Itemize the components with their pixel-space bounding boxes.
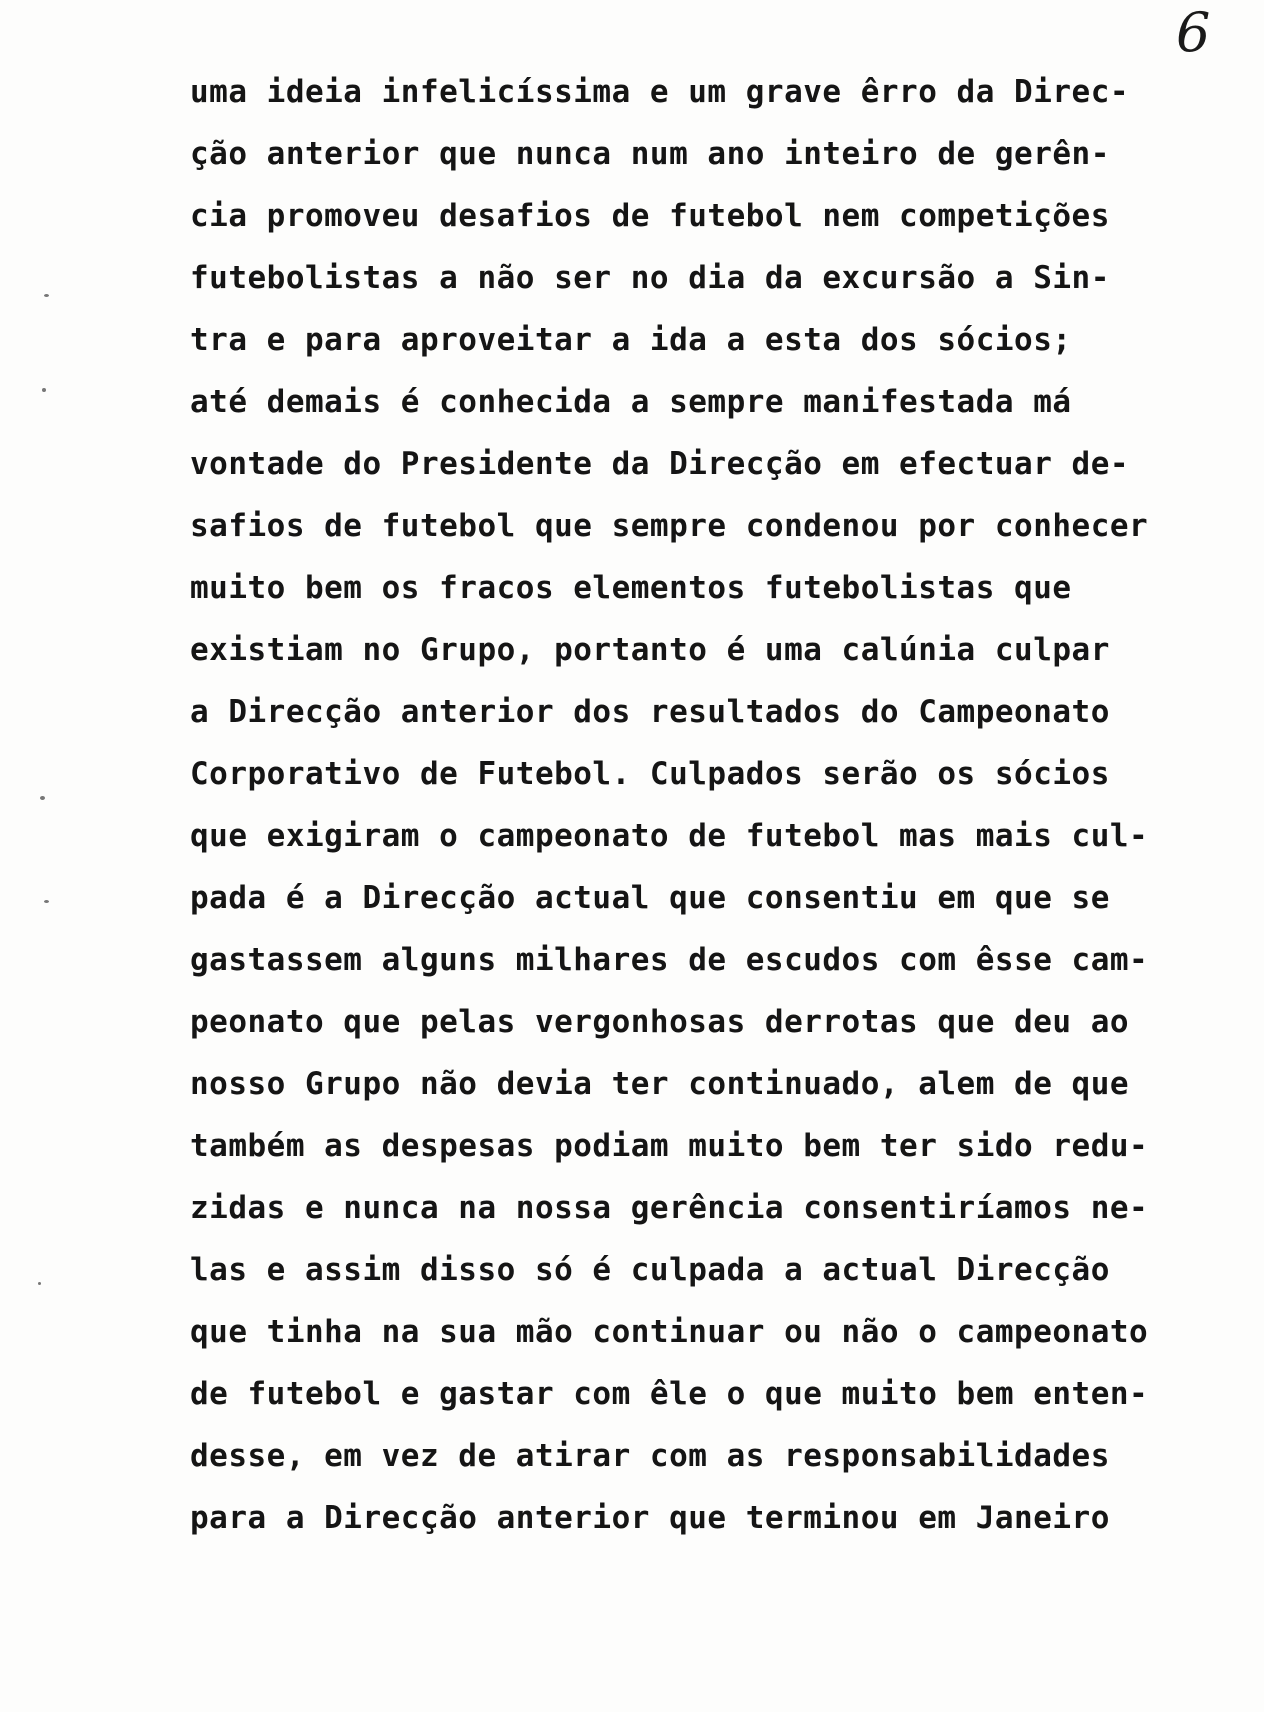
text-line: Corporativo de Futebol. Culpados serão os sócios bbox=[190, 756, 1110, 792]
text-line: safios de futebol que sempre condenou por conhecer bbox=[190, 508, 1149, 544]
text-line: para a Direcção anterior que terminou em Janeiro bbox=[190, 1500, 1110, 1536]
text-line: desse, em vez de atirar com as responsabilidades bbox=[190, 1438, 1110, 1474]
text-line: nosso Grupo não devia ter continuado, alem de que bbox=[190, 1066, 1130, 1102]
text-line: gastassem alguns milhares de escudos com êsse cam- bbox=[190, 942, 1149, 978]
text-line: que exigiram o campeonato de futebol mas mais cul- bbox=[190, 818, 1149, 854]
text-line: de futebol e gastar com êle o que muito bem enten- bbox=[190, 1376, 1149, 1412]
text-line: cia promoveu desafios de futebol nem competições bbox=[190, 198, 1110, 234]
text-line: uma ideia infelicíssima e um grave êrro da Direc- bbox=[190, 74, 1130, 110]
text-line: até demais é conhecida a sempre manifestada má bbox=[190, 384, 1072, 420]
text-line: vontade do Presidente da Direcção em efectuar de- bbox=[190, 446, 1130, 482]
scan-speck bbox=[44, 294, 49, 297]
scan-speck bbox=[42, 388, 46, 392]
text-line: zidas e nunca na nossa gerência consentiríamos ne- bbox=[190, 1190, 1149, 1226]
text-line: também as despesas podiam muito bem ter sido redu- bbox=[190, 1128, 1149, 1164]
scan-speck bbox=[44, 900, 49, 903]
scan-speck bbox=[38, 1282, 41, 1285]
text-line: a Direcção anterior dos resultados do Campeonato bbox=[190, 694, 1110, 730]
text-line: muito bem os fracos elementos futebolistas que bbox=[190, 570, 1072, 606]
text-line: que tinha na sua mão continuar ou não o campeonato bbox=[190, 1314, 1149, 1350]
text-line: peonato que pelas vergonhosas derrotas que deu ao bbox=[190, 1004, 1130, 1040]
text-line: ção anterior que nunca num ano inteiro de gerên- bbox=[190, 136, 1110, 172]
page-number: 6 bbox=[1176, 1, 1211, 64]
text-line: futebolistas a não ser no dia da excursão a Sin- bbox=[190, 260, 1110, 296]
text-line: tra e para aproveitar a ida a esta dos sócios; bbox=[190, 322, 1072, 358]
text-line: las e assim disso só é culpada a actual Direcção bbox=[190, 1252, 1110, 1288]
text-line: pada é a Direcção actual que consentiu em que se bbox=[190, 880, 1110, 916]
scan-speck bbox=[40, 796, 45, 800]
text-line: existiam no Grupo, portanto é uma calúnia culpar bbox=[190, 632, 1110, 668]
